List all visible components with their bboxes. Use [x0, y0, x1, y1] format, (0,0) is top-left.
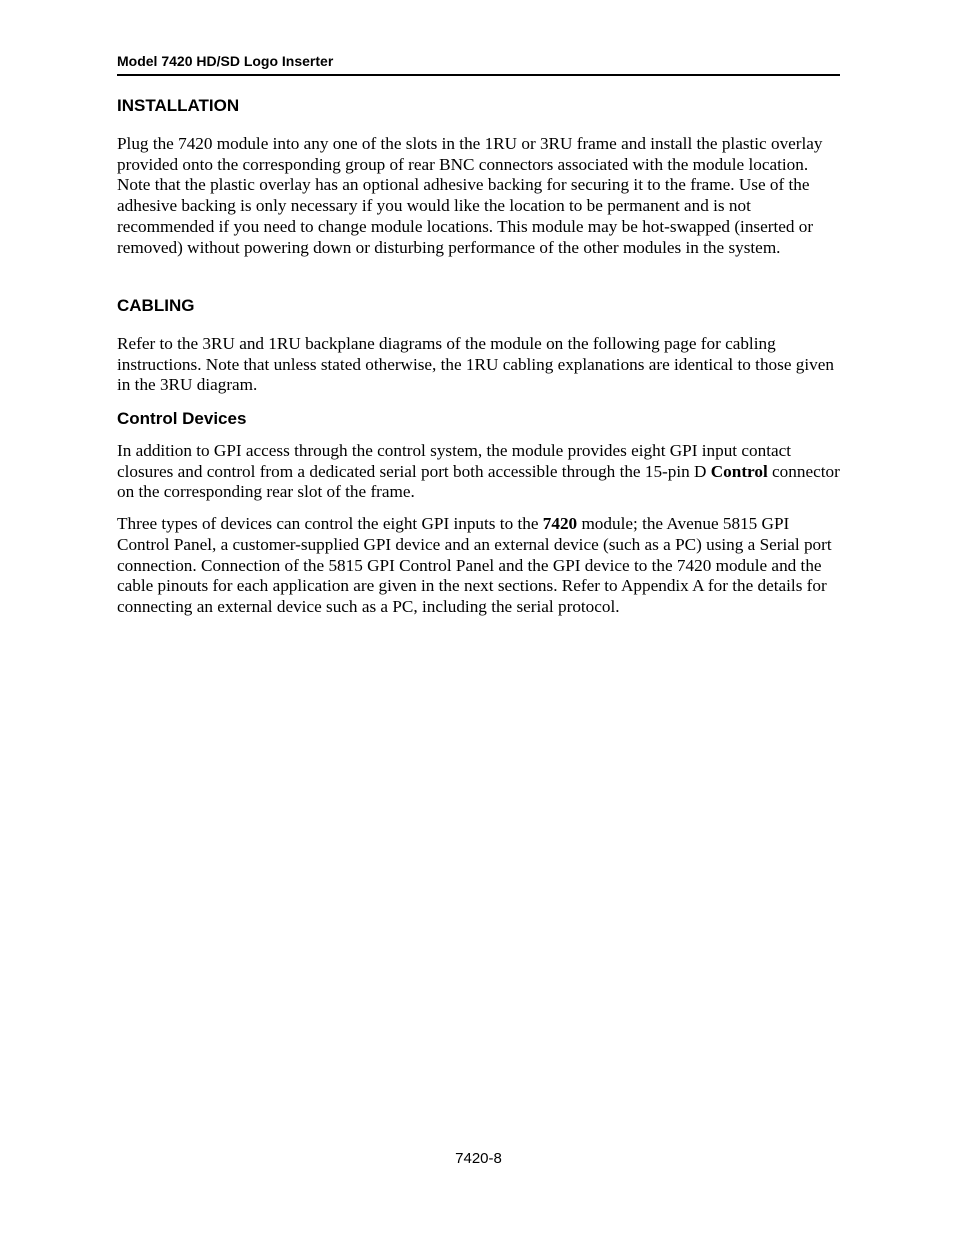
paragraph-text: Three types of devices can control the eight GPI inputs to the — [117, 514, 543, 534]
document-title: Model 7420 HD/SD Logo Inserter — [117, 53, 334, 69]
paragraph-text: connector on the corresponding rear slot of the frame. — [117, 461, 840, 502]
control-devices-paragraph-2 — [117, 514, 840, 618]
document-page — [117, 0, 840, 1235]
cabling-heading: CABLING — [117, 296, 195, 315]
running-header — [117, 52, 840, 76]
page-number: 7420-8 — [455, 1150, 502, 1167]
control-devices-heading: Control Devices — [117, 409, 247, 428]
installation-heading: INSTALLATION — [117, 96, 240, 115]
installation-paragraph: Plug the 7420 module into any one of the slots in the 1RU or 3RU frame and install the plastic overlay provided onto the corresponding group of rear BNC connectors associated with the module location. Note that the plastic overlay has an optional adhesive backing for securing it to the frame. Use of the adhesive backing is only necessary if you would like the location to be permanent and is not recommended if you need to change module locations. This module may be hot-swapped (inserted or removed) without powering down or disturbing performance of the other modules in the system. — [117, 134, 823, 257]
installation-section — [117, 96, 840, 258]
cabling-paragraph: Refer to the 3RU and 1RU backplane diagrams of the module on the following page for cabling instructions. Note that unless stated otherwise, the 1RU cabling explanations are identical to those given in the 3RU diagram. — [117, 334, 834, 395]
control-devices-section — [117, 409, 840, 618]
module-number-label: 7420 — [542, 514, 578, 534]
paragraph-text: In addition to GPI access through the control system, the module provides eight GPI input contact closures and control from a dedicated serial port both accessible through the 15-pin D — [117, 441, 792, 481]
control-devices-paragraph-1 — [117, 441, 840, 503]
cabling-section — [117, 296, 840, 396]
paragraph-text: module; the Avenue 5815 GPI Control Panel, a customer-supplied GPI device and an external device (such as a PC) using a Serial port connection. Connection of the 5815 GPI Control Panel and the GPI device to the 7420 module and the cable pinouts for each application are given in the next sections. Refer to Appendix A for the details for connecting an external device such as a PC, including the serial protocol. — [117, 514, 832, 616]
control-connector-label: Control — [710, 461, 768, 481]
